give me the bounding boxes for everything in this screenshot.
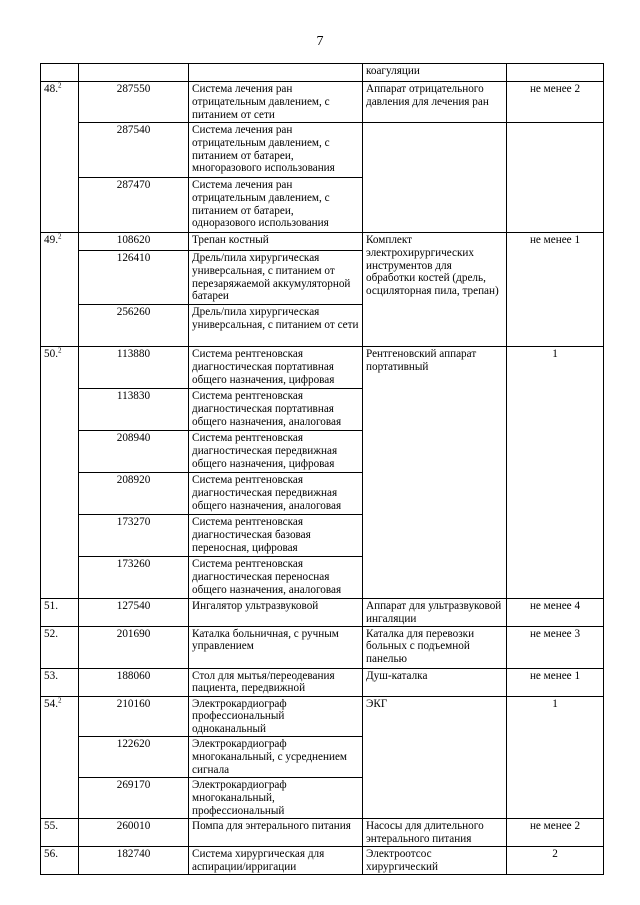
code-cell: 173270 [79, 514, 189, 556]
row-number: 52. [44, 627, 58, 640]
code-cell: 256260 [79, 304, 189, 346]
name-cell: Ингалятор ультразвуковой [189, 598, 363, 626]
name-cell: Система лечения ран отрицательным давлением, с питанием от батареи, многоразового использования [189, 122, 363, 177]
equipment-cell: Душ-каталка [363, 668, 507, 696]
code-cell: 113880 [79, 346, 189, 388]
row-number: 55. [44, 820, 58, 833]
name-cell: Трепан костный [189, 232, 363, 250]
table-row-continuation [41, 64, 604, 82]
table-row [41, 598, 604, 626]
row-number-cell [41, 696, 79, 819]
name-cell: Система рентгеновская диагностическая портативная общего назначения, аналоговая [189, 388, 363, 430]
row-number: 49. [44, 233, 58, 246]
quantity-cell: не менее 2 [507, 819, 604, 847]
name-cell: Помпа для энтерального питания [189, 819, 363, 847]
equipment-cell: ЭКГ [363, 696, 507, 819]
name-cell: Система рентгеновская диагностическая портативная общего назначения, цифровая [189, 346, 363, 388]
name-cell: Система хирургическая для аспирации/ирригации [189, 847, 363, 875]
number-cell [41, 64, 79, 82]
equipment-cell: Аппарат отрицательного давления для лечения ран [363, 82, 507, 123]
equipment-cell: коагуляции [363, 64, 507, 82]
row-number-cell [41, 626, 79, 668]
quantity-cell [507, 64, 604, 82]
equipment-cell: Комплект электрохирургических инструментов для обработки костей (дрель, осциляторная пила, трепан) [363, 232, 507, 346]
code-cell: 208920 [79, 472, 189, 514]
code-cell: 122620 [79, 737, 189, 778]
table-row [41, 668, 604, 696]
quantity-cell: 1 [507, 346, 604, 598]
name-cell: Система лечения ран отрицательным давлением, с питанием от батареи, одноразового использования [189, 177, 363, 232]
row-number: 56. [44, 848, 58, 861]
code-cell: 108620 [79, 232, 189, 250]
name-cell: Система рентгеновская диагностическая передвижная общего назначения, цифровая [189, 430, 363, 472]
page-number: 7 [316, 34, 324, 49]
row-number-cell [41, 668, 79, 696]
row-number: 54. [44, 697, 58, 710]
table-row [41, 122, 604, 177]
equipment-table [40, 63, 604, 875]
table-row [41, 346, 604, 388]
row-number-cell [41, 82, 79, 233]
table-row [41, 82, 604, 123]
code-cell: 113830 [79, 388, 189, 430]
footnote-mark: 2 [57, 696, 62, 704]
code-cell: 287470 [79, 177, 189, 232]
row-number: 51. [44, 599, 58, 612]
equipment-cell: Электроотсос хирургический [363, 847, 507, 875]
name-cell: Система рентгеновская диагностическая передвижная общего назначения, аналоговая [189, 472, 363, 514]
name-cell: Электрокардиограф многоканальный, с усреднением сигнала [189, 737, 363, 778]
row-number-cell [41, 346, 79, 598]
name-cell: Система рентгеновская диагностическая переносная общего назначения, аналоговая [189, 556, 363, 598]
table-row [41, 232, 604, 250]
quantity-cell [507, 122, 604, 232]
quantity-cell: не менее 1 [507, 668, 604, 696]
equipment-cell: Рентгеновский аппарат портативный [363, 346, 507, 598]
table-row [41, 819, 604, 847]
code-cell [79, 64, 189, 82]
name-cell: Каталка больничная, с ручным управлением [189, 626, 363, 668]
row-number: 48. [44, 83, 58, 95]
code-cell: 269170 [79, 778, 189, 819]
name-cell: Стол для мытья/переодевания пациента, передвижной [189, 668, 363, 696]
code-cell: 126410 [79, 250, 189, 304]
code-cell: 210160 [79, 696, 189, 737]
code-cell: 287550 [79, 82, 189, 123]
name-cell: Дрель/пила хирургическая универсальная, с питанием от сети [189, 304, 363, 346]
name-cell: Система лечения ран отрицательным давлением, с питанием от сети [189, 82, 363, 123]
equipment-cell: Аппарат для ультразвуковой ингаляции [363, 598, 507, 626]
row-number: 53. [44, 669, 58, 682]
code-cell: 127540 [79, 598, 189, 626]
quantity-cell: 2 [507, 847, 604, 875]
code-cell: 173260 [79, 556, 189, 598]
footnote-mark: 2 [57, 81, 62, 90]
name-cell [189, 64, 363, 82]
name-cell: Электрокардиограф многоканальный, профессиональный [189, 778, 363, 819]
row-number: 50. [44, 347, 58, 360]
name-cell: Система рентгеновская диагностическая базовая переносная, цифровая [189, 514, 363, 556]
footnote-mark: 2 [57, 346, 62, 354]
name-cell: Электрокардиограф профессиональный одноканальный [189, 696, 363, 737]
row-number-cell [41, 232, 79, 346]
name-cell: Дрель/пила хирургическая универсальная, с питанием от перезаряжаемой аккумуляторной батареи [189, 250, 363, 304]
code-cell: 188060 [79, 668, 189, 696]
row-number-cell [41, 847, 79, 875]
code-cell: 201690 [79, 626, 189, 668]
equipment-cell: Каталка для перевозки больных с подъемной панелью [363, 626, 507, 668]
table-row [41, 696, 604, 737]
table-row [41, 847, 604, 875]
equipment-cell [363, 122, 507, 232]
quantity-cell: не менее 3 [507, 626, 604, 668]
quantity-cell: не менее 4 [507, 598, 604, 626]
row-number-cell [41, 819, 79, 847]
equipment-cell: Насосы для длительного энтерального питания [363, 819, 507, 847]
quantity-cell: 1 [507, 696, 604, 819]
quantity-cell: не менее 2 [507, 82, 604, 123]
code-cell: 287540 [79, 122, 189, 177]
code-cell: 182740 [79, 847, 189, 875]
quantity-cell: не менее 1 [507, 232, 604, 346]
code-cell: 208940 [79, 430, 189, 472]
row-number-cell [41, 598, 79, 626]
code-cell: 260010 [79, 819, 189, 847]
table-row [41, 626, 604, 668]
footnote-mark: 2 [57, 232, 62, 240]
